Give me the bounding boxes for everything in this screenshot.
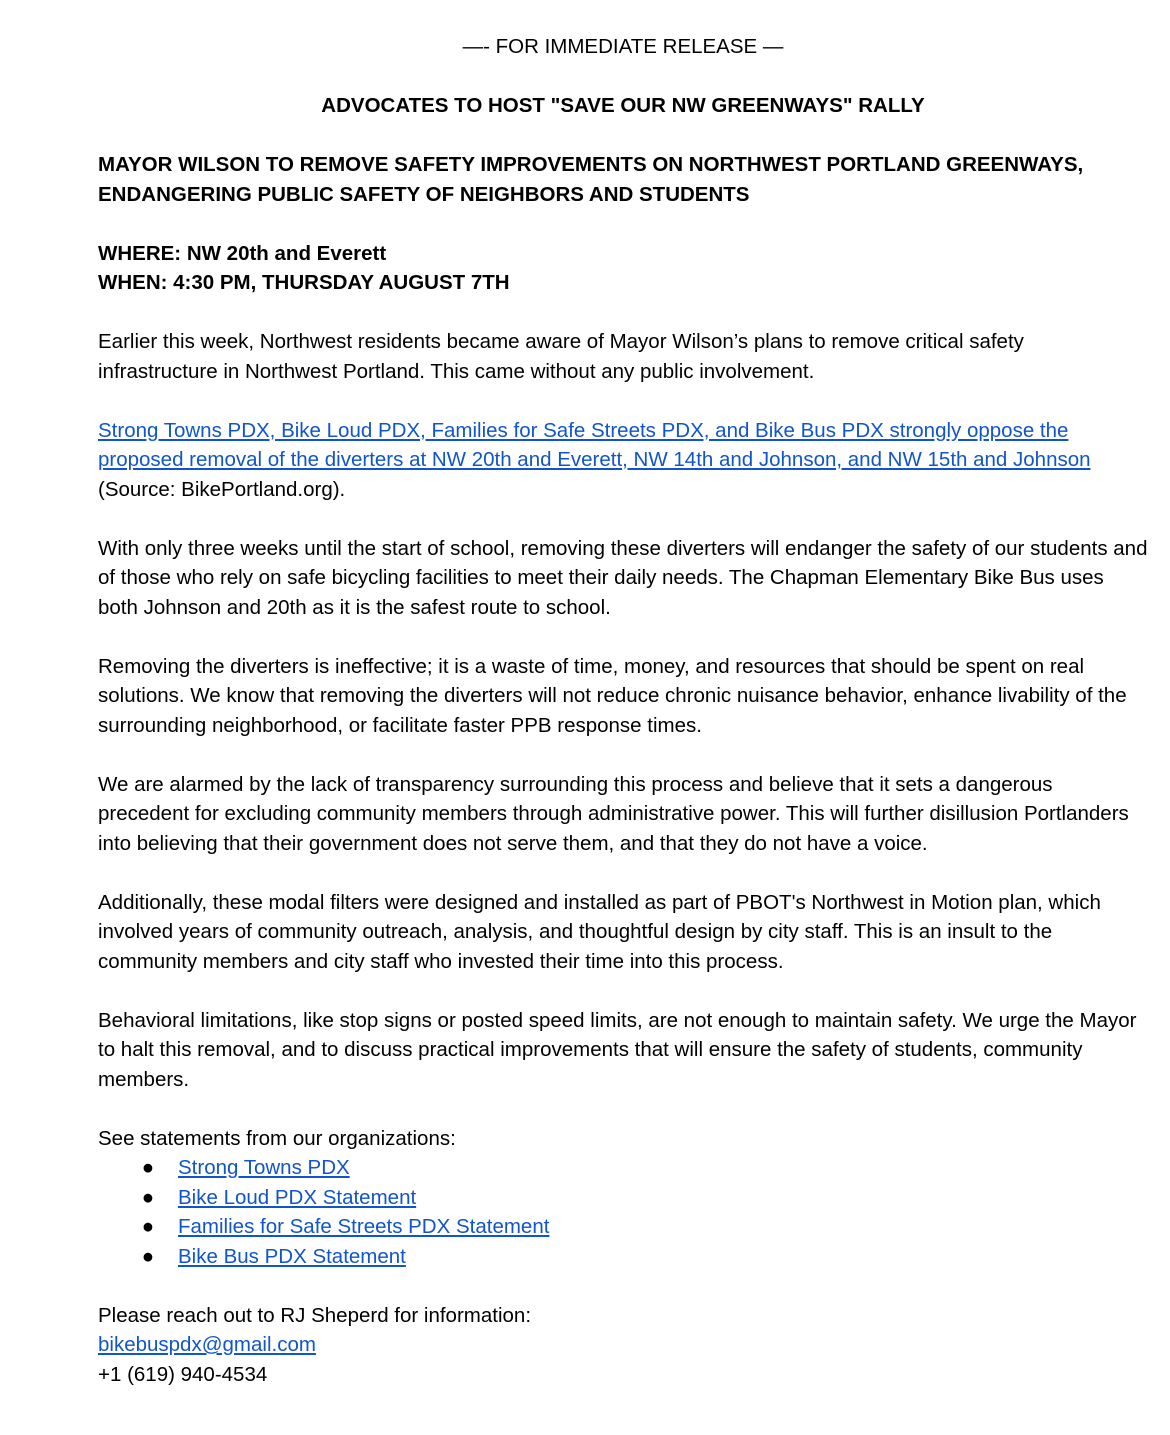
statement-link-families-safe-streets[interactable]: Families for Safe Streets PDX Statement bbox=[178, 1215, 550, 1238]
statements-list bbox=[98, 1153, 1148, 1271]
contact-email-line bbox=[98, 1330, 1148, 1360]
paragraph-transparency: We are alarmed by the lack of transparency surrounding this process and believe that it sets a dangerous precedent for excluding community members through administrative power. This will further disillusion Portlanders into believing that their government does not serve them, and that they do not have a voice. bbox=[98, 772, 1129, 855]
event-when: WHEN: 4:30 PM, THURSDAY AUGUST 7TH bbox=[98, 271, 510, 294]
release-label: —- FOR IMMEDIATE RELEASE — bbox=[462, 35, 784, 58]
statement-link-bike-loud[interactable]: Bike Loud PDX Statement bbox=[178, 1185, 417, 1209]
headline: ADVOCATES TO HOST "SAVE OUR NW GREENWAYS" RALLY bbox=[321, 94, 925, 117]
statement-link-bike-bus[interactable]: Bike Bus PDX Statement bbox=[178, 1244, 406, 1268]
paragraph-behavioral: Behavioral limitations, like stop signs or posted speed limits, are not enough to maintain safety. We urge the Mayor to halt this removal, and to discuss practical improvements that will ensure the safety of students, community members. bbox=[98, 1008, 1137, 1091]
bullet-icon: ● bbox=[141, 1156, 155, 1179]
paragraph-intro: Earlier this week, Northwest residents became aware of Mayor Wilson’s plans to remove critical safety infrastructure in Northwest Portland. This came without any public involvement. bbox=[98, 330, 1024, 383]
statements-intro: See statements from our organizations: bbox=[98, 1126, 456, 1150]
event-where: WHERE: NW 20th and Everett bbox=[98, 241, 387, 265]
coalition-source-link[interactable]: Strong Towns PDX, Bike Loud PDX, Families for Safe Streets PDX, and Bike Bus PDX strongly oppose the proposed removal of the diverters at NW 20th and Everett, NW 14th and Johnson, and NW 15th and Johnson bbox=[98, 418, 1091, 471]
contact-phone: +1 (619) 940-4534 bbox=[98, 1362, 268, 1386]
list-item bbox=[98, 1153, 1148, 1183]
subheadline: MAYOR WILSON TO REMOVE SAFETY IMPROVEMENTS ON NORTHWEST PORTLAND GREENWAYS, ENDANGERING PUBLIC SAFETY OF NEIGHBORS AND STUDENTS bbox=[98, 153, 1084, 206]
bullet-icon: ● bbox=[141, 1185, 155, 1209]
statement-link-strong-towns[interactable]: Strong Towns PDX bbox=[178, 1156, 350, 1179]
bullet-icon: ● bbox=[141, 1215, 155, 1238]
contact-email-link[interactable]: bikebuspdx@gmail.com bbox=[98, 1333, 316, 1356]
contact-intro: Please reach out to RJ Sheperd for information: bbox=[98, 1303, 532, 1327]
bullet-icon: ● bbox=[141, 1244, 155, 1268]
list-item bbox=[98, 1242, 1148, 1272]
paragraph-school: With only three weeks until the start of school, removing these diverters will endanger the safety of our students and of those who rely on safe bicycling facilities to meet their daily needs. The Chapman Elementary Bike Bus uses both Johnson and 20th as it is the safest route to school. bbox=[98, 536, 1148, 619]
paragraph-ineffective: Removing the diverters is ineffective; it is a waste of time, money, and resources that should be spent on real solutions. We know that removing the diverters will not reduce chronic nuisance behavior, enhance livability of the surrounding neighborhood, or facilitate faster PPB response times. bbox=[98, 654, 1127, 737]
source-note: (Source: BikePortland.org). bbox=[98, 477, 346, 501]
list-item bbox=[98, 1212, 1148, 1242]
paragraph-coalition bbox=[98, 416, 1148, 505]
list-item bbox=[98, 1183, 1148, 1213]
press-release-page bbox=[98, 32, 1148, 1389]
paragraph-northwest-in-motion: Additionally, these modal filters were designed and installed as part of PBOT's Northwest in Motion plan, which involved years of community outreach, analysis, and thoughtful design by city staff. This is an insult to the community members and city staff who invested their time into this process. bbox=[98, 890, 1101, 973]
